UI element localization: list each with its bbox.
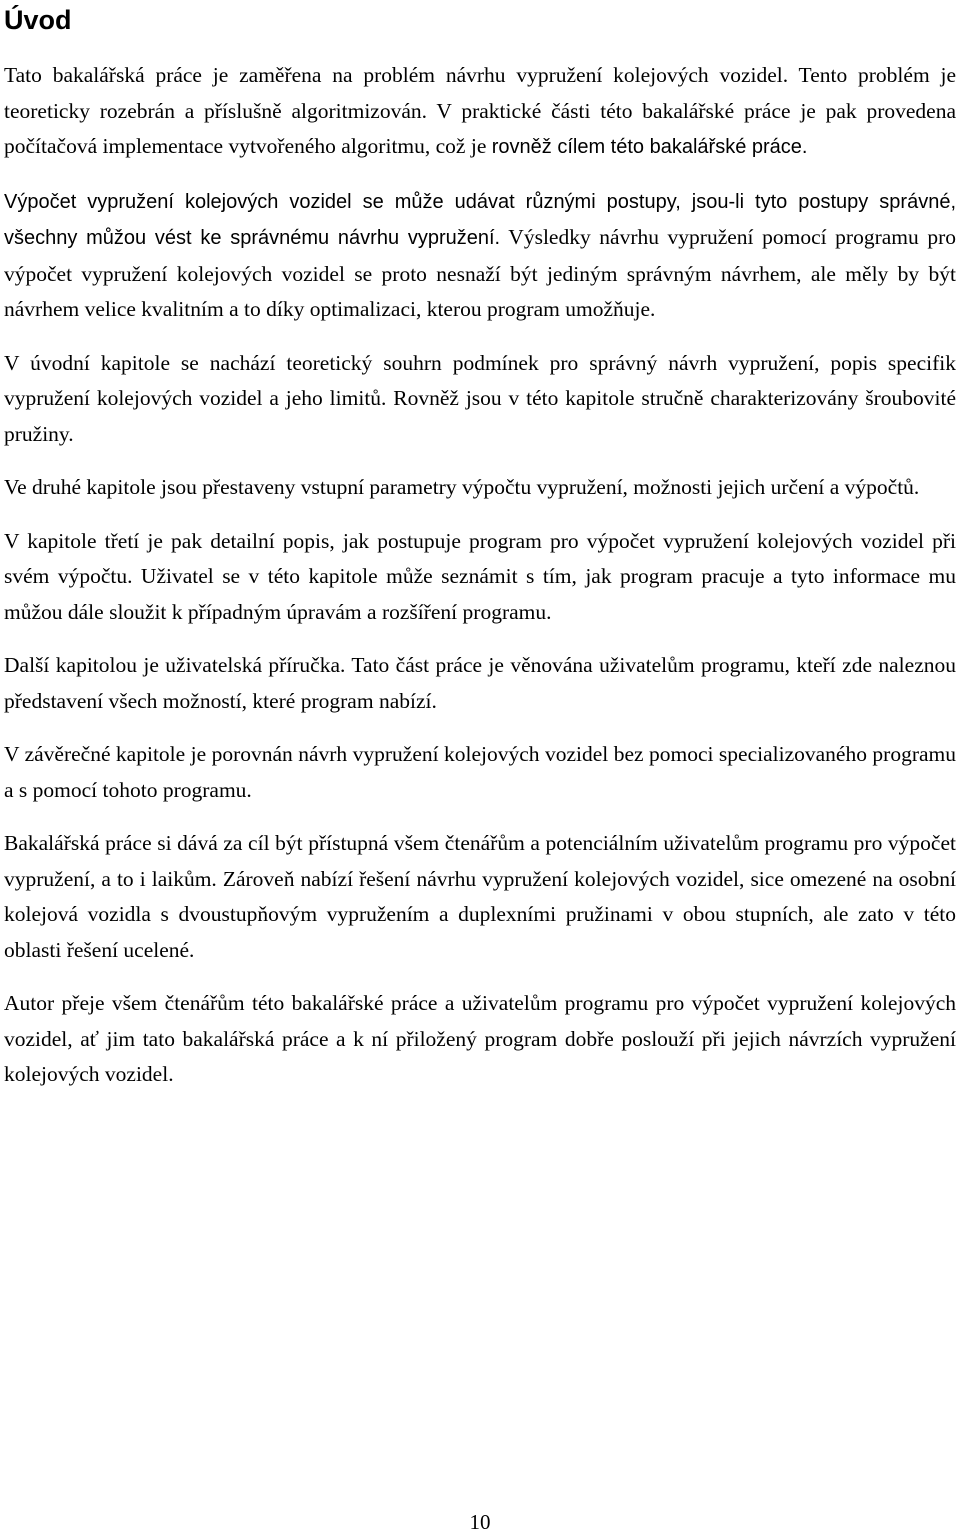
- paragraph-7: V závěrečné kapitole je porovnán návrh vypružení kolejových vozidel bez pomoci specializovaného programu a s pomocí tohoto programu.: [4, 742, 956, 802]
- paragraph-9: Autor přeje všem čtenářům této bakalářské práce a uživatelům programu pro výpočet vypružení kolejových vozidel, ať jim tato bakalářská práce a k ní přiložený program dobře poslouží při jejich návrzích vypružení kolejových vozidel.: [4, 991, 956, 1086]
- paragraph-2-text: Výsledky návrhu vypružení pomocí programu pro výpočet vypružení kolejových vozidel se proto nesnaží být jediným správným návrhem, ale měly by být návrhem velice kvalitním a to díky optimalizaci, kterou program umožňuje.: [4, 225, 956, 321]
- paragraph-2: [4, 184, 956, 328]
- paragraph-1: [4, 58, 956, 166]
- paragraph-1-tail: rovněž cílem této bakalářské práce.: [491, 136, 808, 158]
- paragraph-5: V kapitole třetí je pak detailní popis, jak postupuje program pro výpočet vypružení kolejových vozidel při svém výpočtu. Uživatel se v této kapitole může seznámit s tím, jak program pracuje a tyto informace mu můžou dále sloužit k případným úpravám a rozšíření programu.: [4, 528, 956, 624]
- page-title: Úvod: [4, 5, 72, 35]
- paragraph-6: Další kapitolou je uživatelská příručka. Tato část práce je věnována uživatelům programu, kteří zde naleznou představení všech možností, které program nabízí.: [4, 653, 956, 713]
- body-text: [4, 58, 956, 1111]
- page-number: 10: [469, 1510, 491, 1534]
- paragraph-4: Ve druhé kapitole jsou přestaveny vstupní parametry výpočtu vypružení, možnosti jejich určení a výpočtů.: [4, 475, 920, 499]
- paragraph-2-lead: Výpočet vypružení kolejových vozidel se může udávat různými postupy, jsou-li tyto postupy správné, všechny můžou vést ke správnému návrhu vypružení.: [4, 190, 956, 249]
- paragraph-3: V úvodní kapitole se nachází teoretický souhrn podmínek pro správný návrh vypružení, popis specifik vypružení kolejových vozidel a jeho limitů. Rovněž jsou v této kapitole stručně charakterizovány šroubovité pružiny.: [4, 350, 956, 446]
- paragraph-1-text: Tato bakalářská práce je zaměřena na problém návrhu vypružení kolejových vozidel. Tento problém je teoreticky rozebrán a příslušně algoritmizován. V praktické části této bakalářské práce je pak provedena počítačová implementace vytvořeného algoritmu, což je: [4, 63, 956, 158]
- paragraph-8: Bakalářská práce si dává za cíl být přístupná všem čtenářům a potenciálním uživatelům programu pro výpočet vypružení, a to i laikům. Zároveň nabízí řešení návrhu vypružení kolejových vozidel, sice omezené na osobní kolejová vozidla s dvoustupňovým vypružením a duplexními pružinami v obou stupních, ale zato v této oblasti řešení ucelené.: [4, 831, 956, 962]
